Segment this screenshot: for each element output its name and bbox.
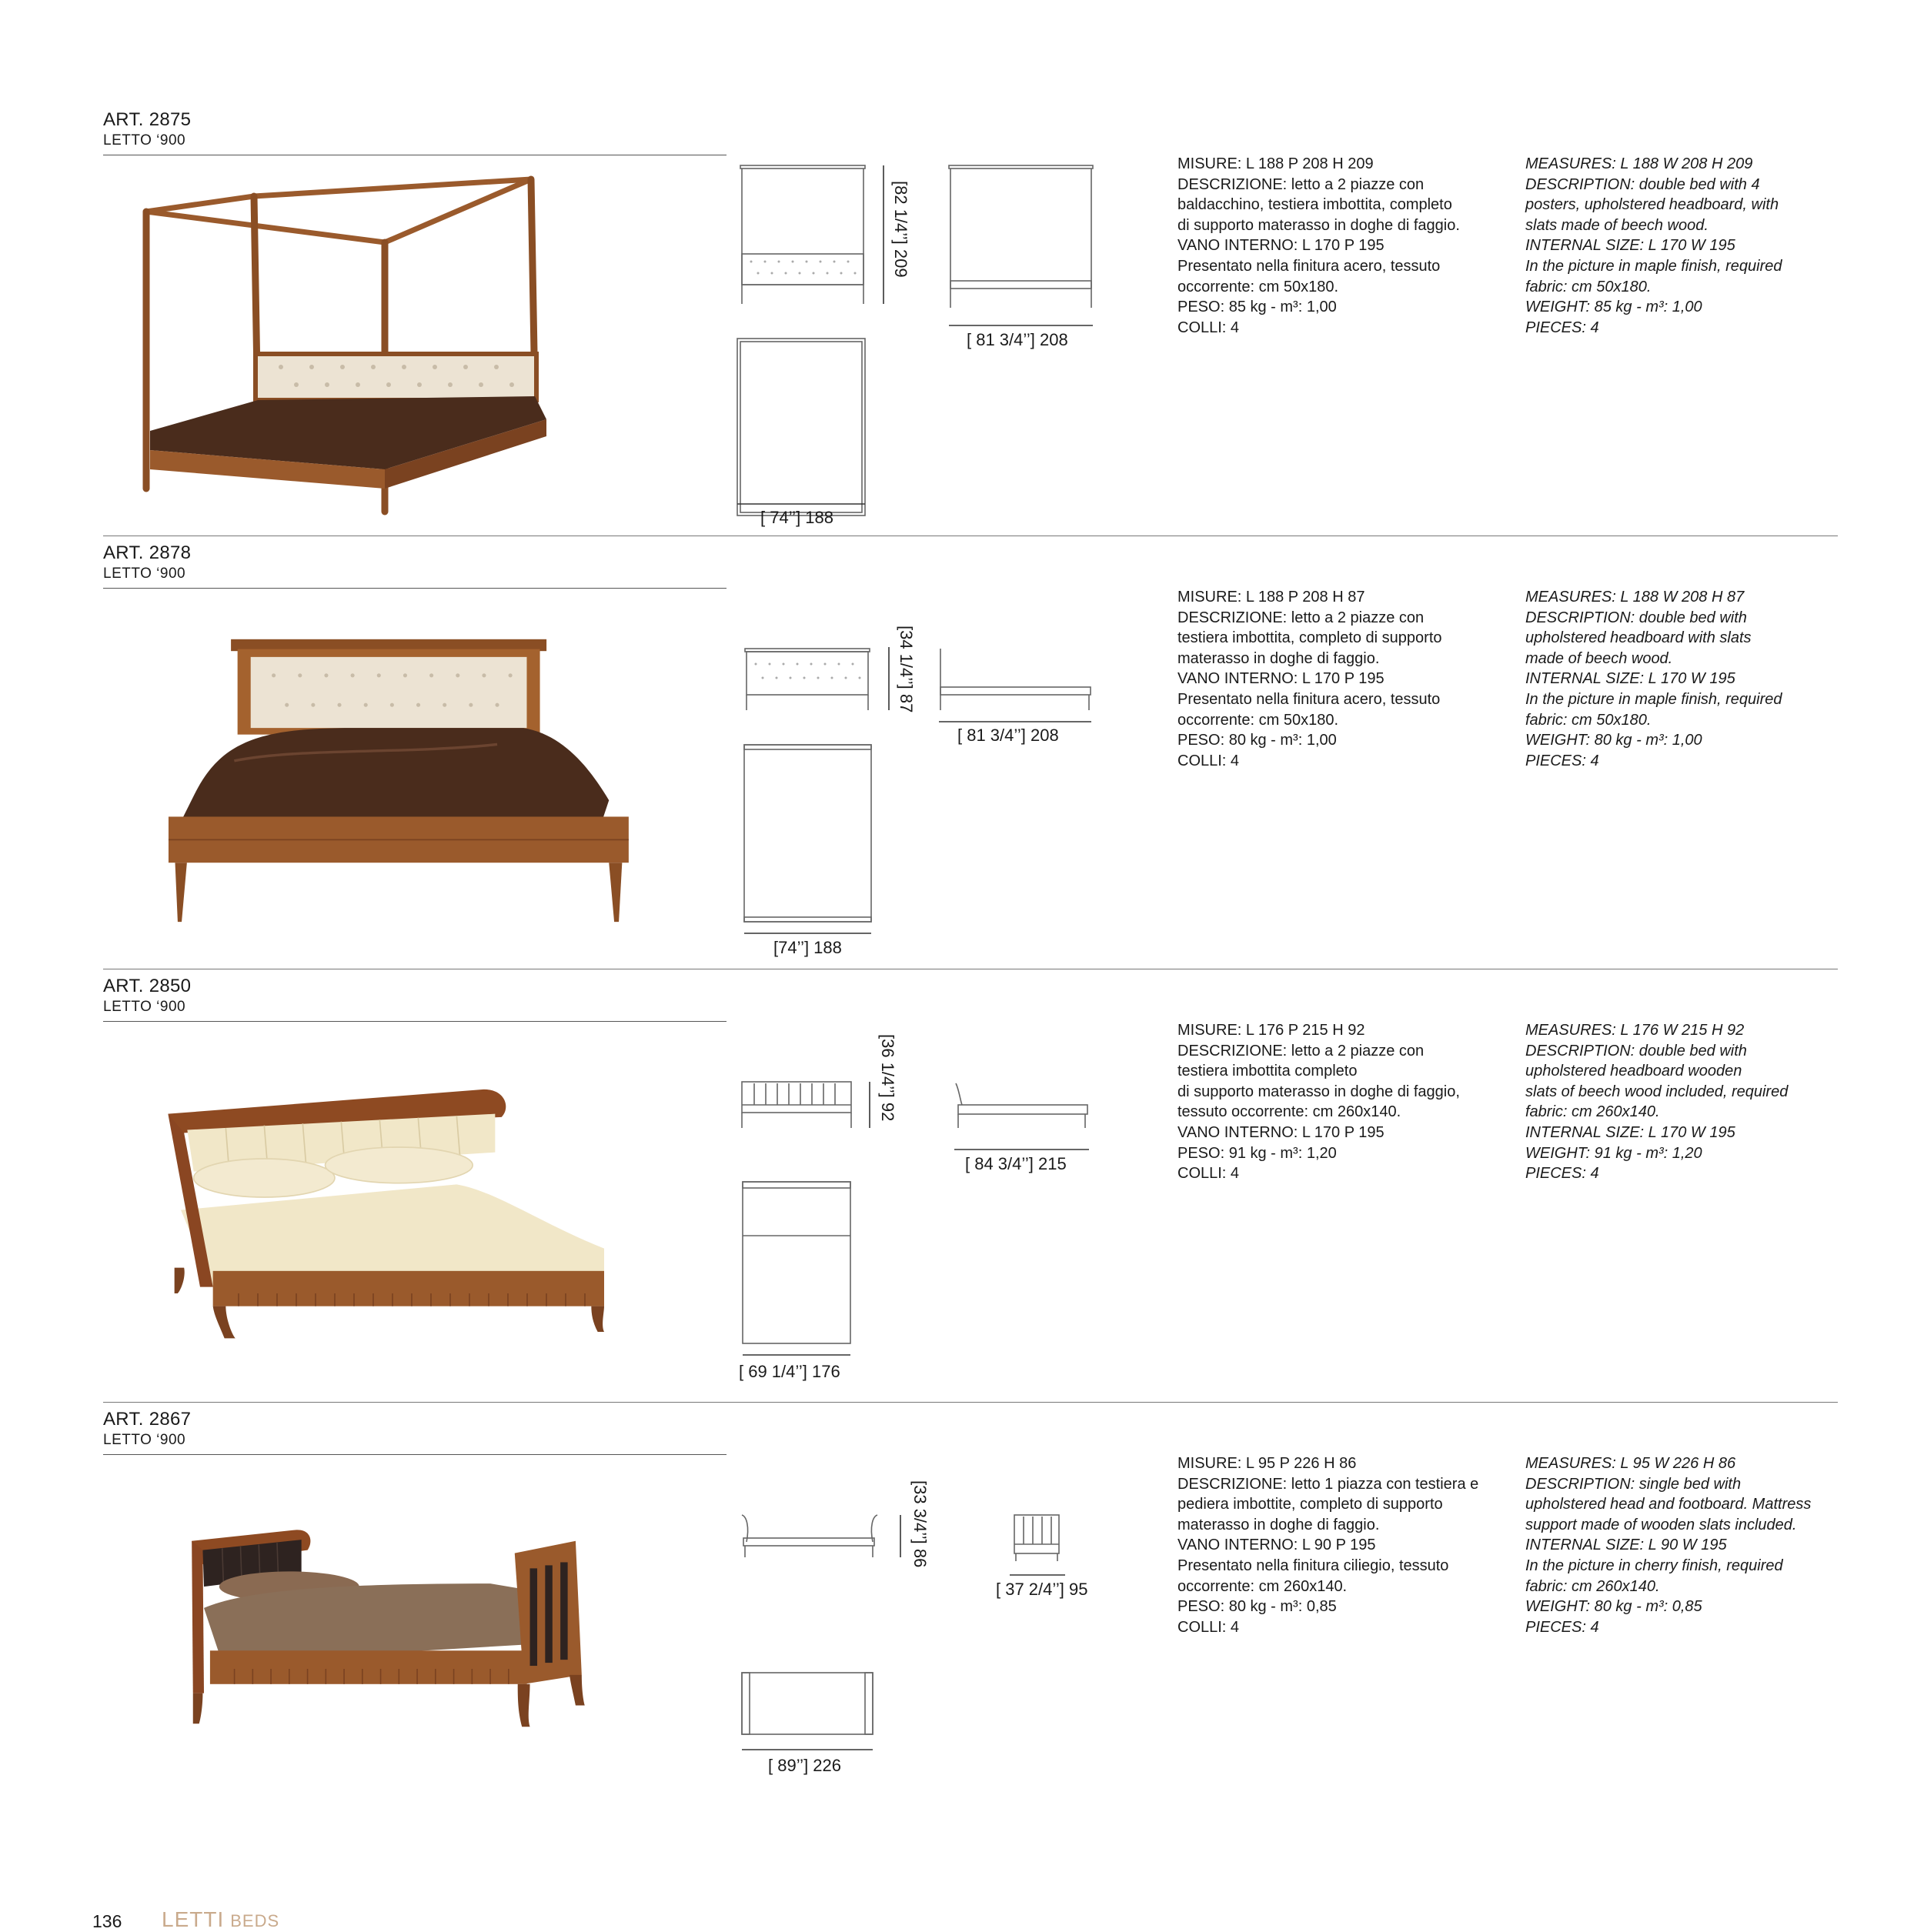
dimension-depth: [ 81 3/4’’] 208: [957, 726, 1059, 745]
spec-line: PESO: 80 kg - m³: 1,00: [1177, 732, 1337, 749]
spec-line: VANO INTERNO: L 90 P 195: [1177, 1537, 1376, 1554]
spec-line: WEIGHT: 85 kg - m³: 1,00: [1525, 299, 1702, 316]
spec-line: di supporto materasso in doghe di faggio,: [1177, 1083, 1460, 1100]
dimension-height: [82 1/4’’] 209: [891, 181, 910, 278]
product-section-2875: [0, 0, 1924, 527]
category-label-en: BEDS: [230, 1911, 280, 1930]
spec-line: di supporto materasso in doghe di faggio.: [1177, 216, 1460, 234]
dimension-depth: [ 84 3/4’’] 215: [965, 1154, 1067, 1173]
spec-line: INTERNAL SIZE: L 170 W 195: [1525, 237, 1735, 255]
spec-line: WEIGHT: 91 kg - m³: 1,20: [1525, 1144, 1702, 1162]
spec-line: made of beech wood.: [1525, 649, 1673, 667]
spec-line: MEASURES: L 95 W 226 H 86: [1525, 1455, 1736, 1472]
spec-line: In the picture in maple finish, required: [1525, 257, 1782, 275]
spec-line: WEIGHT: 80 kg - m³: 0,85: [1525, 1598, 1702, 1616]
article-subtitle: LETTO ‘900: [103, 566, 186, 582]
spec-line: upholstered headboard with slats: [1525, 629, 1752, 647]
spec-line: testiera imbottita completo: [1177, 1063, 1358, 1080]
article-subtitle: LETTO ‘900: [103, 1432, 186, 1448]
spec-line: fabric: cm 260x140.: [1525, 1577, 1660, 1595]
article-number: ART. 2850: [103, 976, 192, 996]
spec-line: DESCRIZIONE: letto a 2 piazze con: [1177, 1042, 1425, 1059]
footer-category: [162, 1907, 279, 1932]
spec-line: occorrente: cm 260x140.: [1177, 1577, 1348, 1595]
spec-line: COLLI: 4: [1177, 319, 1240, 336]
specs-italian: [1177, 1453, 1516, 1637]
product-section-2878: [0, 433, 1924, 957]
dimension-width: [ 89’’] 226: [768, 1756, 842, 1775]
spec-line: WEIGHT: 80 kg - m³: 1,00: [1525, 732, 1702, 749]
product-photo-single-bed: [162, 1523, 685, 1815]
dimension-height: [33 3/4’’] 86: [910, 1480, 930, 1568]
spec-line: COLLI: 4: [1177, 752, 1240, 769]
spec-line: MISURE: L 95 P 226 H 86: [1177, 1455, 1357, 1472]
spec-line: fabric: cm 50x180.: [1525, 278, 1652, 295]
spec-line: PIECES: 4: [1525, 1165, 1599, 1183]
spec-line: slats of beech wood included, required: [1525, 1083, 1789, 1100]
category-label: LETTI: [162, 1907, 225, 1931]
page-number: 136: [92, 1911, 122, 1931]
spec-line: PIECES: 4: [1525, 752, 1599, 769]
spec-line: upholstered head and footboard. Mattress: [1525, 1496, 1812, 1513]
spec-line: In the picture in maple finish, required: [1525, 690, 1782, 708]
spec-line: MEASURES: L 188 W 208 H 209: [1525, 155, 1753, 172]
specs-english: [1525, 587, 1864, 771]
dimension-depth: [ 37 2/4’’] 95: [996, 1580, 1088, 1599]
specs-english: [1525, 1453, 1864, 1637]
spec-line: In the picture in cherry finish, required: [1525, 1557, 1783, 1574]
specs-italian: [1177, 1020, 1516, 1184]
dimension-depth: [ 81 3/4’’] 208: [967, 330, 1068, 349]
spec-line: VANO INTERNO: L 170 P 195: [1177, 1123, 1385, 1141]
spec-line: baldacchino, testiera imbottita, completo: [1177, 196, 1452, 214]
spec-line: occorrente: cm 50x180.: [1177, 278, 1338, 295]
spec-line: INTERNAL SIZE: L 170 W 195: [1525, 1123, 1735, 1141]
dimension-width: [ 74’’] 188: [760, 508, 834, 527]
specs-italian: [1177, 587, 1516, 771]
spec-line: DESCRIPTION: double bed with 4: [1525, 175, 1760, 193]
dimension-height: [36 1/4’’] 92: [878, 1034, 897, 1122]
product-section-2850: [0, 866, 1924, 1381]
spec-line: COLLI: 4: [1177, 1618, 1240, 1636]
specs-english: [1525, 1020, 1864, 1184]
article-subtitle: LETTO ‘900: [103, 132, 186, 148]
spec-line: occorrente: cm 50x180.: [1177, 711, 1338, 729]
article-subtitle: LETTO ‘900: [103, 999, 186, 1015]
spec-line: INTERNAL SIZE: L 90 W 195: [1525, 1537, 1727, 1554]
spec-line: VANO INTERNO: L 170 P 195: [1177, 670, 1385, 688]
dimension-width: [74’’] 188: [773, 938, 842, 957]
title-divider: [103, 588, 727, 589]
spec-line: MISURE: L 188 P 208 H 209: [1177, 155, 1374, 172]
spec-line: slats made of beech wood.: [1525, 216, 1709, 234]
spec-line: DESCRIPTION: single bed with: [1525, 1475, 1742, 1493]
spec-line: PESO: 91 kg - m³: 1,20: [1177, 1144, 1337, 1162]
dimension-height: [34 1/4’’] 87: [897, 626, 916, 713]
product-section-2867: [0, 1300, 1924, 1775]
spec-line: fabric: cm 50x180.: [1525, 711, 1652, 729]
title-divider: [103, 1454, 727, 1455]
spec-line: DESCRIZIONE: letto 1 piazza con testiera e: [1177, 1475, 1479, 1493]
spec-line: pediera imbottite, completo di supporto: [1177, 1496, 1443, 1513]
spec-line: VANO INTERNO: L 170 P 195: [1177, 237, 1385, 255]
technical-drawings: [723, 1461, 1124, 1846]
specs-english: [1525, 154, 1864, 338]
article-number: ART. 2878: [103, 542, 192, 563]
spec-line: PESO: 80 kg - m³: 0,85: [1177, 1598, 1337, 1616]
title-divider: [103, 1021, 727, 1022]
spec-line: DESCRIPTION: double bed with: [1525, 609, 1747, 626]
spec-line: COLLI: 4: [1177, 1165, 1240, 1183]
article-number: ART. 2867: [103, 1409, 192, 1430]
spec-line: PIECES: 4: [1525, 319, 1599, 336]
spec-line: MEASURES: L 176 W 215 H 92: [1525, 1022, 1745, 1039]
spec-line: materasso in doghe di faggio.: [1177, 1516, 1380, 1533]
spec-line: posters, upholstered headboard, with: [1525, 196, 1779, 214]
spec-line: tessuto occorrente: cm 260x140.: [1177, 1103, 1401, 1121]
dimension-width: [ 69 1/4’’] 176: [739, 1362, 840, 1381]
spec-line: materasso in doghe di faggio.: [1177, 649, 1380, 667]
spec-line: Presentato nella finitura ciliegio, tessuto: [1177, 1557, 1449, 1574]
spec-line: MISURE: L 176 P 215 H 92: [1177, 1022, 1365, 1039]
spec-line: MISURE: L 188 P 208 H 87: [1177, 589, 1365, 606]
specs-italian: [1177, 154, 1516, 338]
article-number: ART. 2875: [103, 109, 192, 130]
spec-line: fabric: cm 260x140.: [1525, 1103, 1660, 1121]
spec-line: PESO: 85 kg - m³: 1,00: [1177, 299, 1337, 316]
spec-line: Presentato nella finitura acero, tessuto: [1177, 690, 1441, 708]
spec-line: support made of wooden slats included.: [1525, 1516, 1797, 1533]
spec-line: upholstered headboard wooden: [1525, 1063, 1742, 1080]
spec-line: PIECES: 4: [1525, 1618, 1599, 1636]
spec-line: DESCRIZIONE: letto a 2 piazze con: [1177, 609, 1425, 626]
spec-line: Presentato nella finitura acero, tessuto: [1177, 257, 1441, 275]
spec-line: testiera imbottita, completo di supporto: [1177, 629, 1442, 647]
spec-line: MEASURES: L 188 W 208 H 87: [1525, 589, 1745, 606]
spec-line: DESCRIPTION: double bed with: [1525, 1042, 1747, 1059]
spec-line: DESCRIZIONE: letto a 2 piazze con: [1177, 175, 1425, 193]
spec-line: INTERNAL SIZE: L 170 W 195: [1525, 670, 1735, 688]
